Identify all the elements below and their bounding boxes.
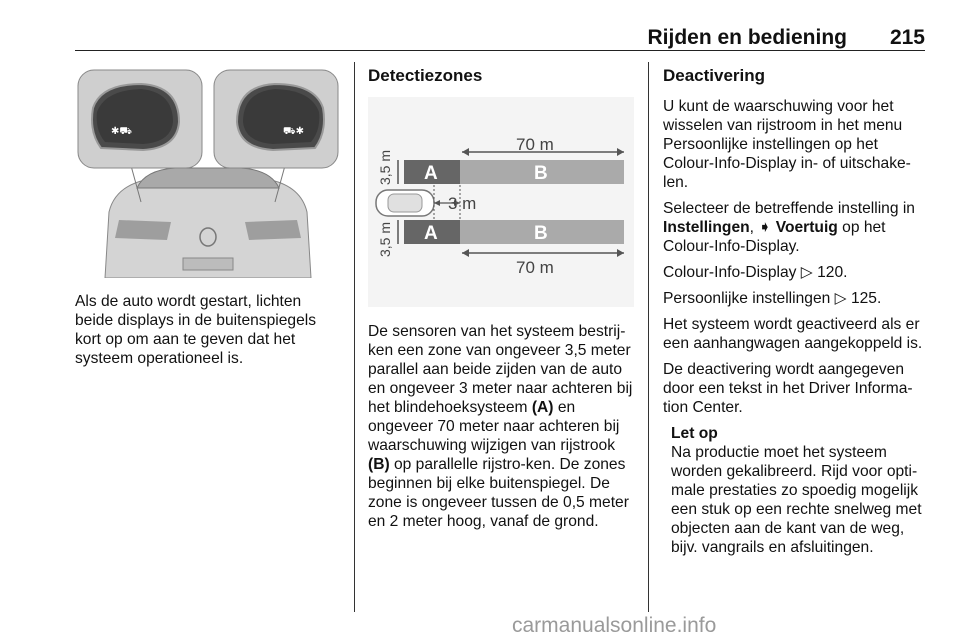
zone-b-label-bottom: B xyxy=(534,223,548,244)
width-label-bottom: 3,5 m xyxy=(377,221,393,257)
deactivation-section xyxy=(663,62,927,557)
column-divider xyxy=(648,62,649,612)
zone-a-label-bottom: A xyxy=(424,223,438,244)
body-text: en ongeveer 70 meter naar achteren bij waarschuwing wijzigen van rijstrook xyxy=(368,399,620,454)
width-label-top: 3,5 m xyxy=(377,149,393,185)
zone-a-label-top: A xyxy=(424,163,438,184)
distance-label-3m: 3 m xyxy=(448,194,477,213)
car-topview xyxy=(376,190,434,216)
svg-text:✱⛟: ✱⛟ xyxy=(111,126,132,137)
mirror-illustration xyxy=(75,62,341,278)
menu-ref-settings: Instellingen xyxy=(663,219,750,236)
detection-zones-text xyxy=(368,322,634,531)
page-header xyxy=(75,0,925,51)
zone-a-ref: (A) xyxy=(531,399,554,416)
paragraph: Het systeem wordt geactiveerd als er een aanhangwagen aangekoppeld is. xyxy=(663,316,923,352)
column-divider xyxy=(354,62,355,612)
mirror-caption: Als de auto wordt gestart, lichten beide displays in de buitenspiegels kort op om aan te geven dat het systeem operationeel is. xyxy=(75,293,317,367)
section-title: Rijden en bediening xyxy=(647,26,847,49)
zone-b-label-top: B xyxy=(534,163,548,184)
body-text: op parallelle rijstro-ken. De zones beginnen bij elke buitenspiegel. De zone is ongeveer tussen de 0,5 meter en 2 meter hoog, vanaf de grond. xyxy=(368,456,629,530)
text: op het Colour-Info-Display. xyxy=(663,219,886,255)
menu-ref-vehicle: Voertuig xyxy=(775,219,838,236)
body-text: De sensoren van het systeem bestrij-ken een zone van ongeveer 3,5 meter parallel aan beide zijden van de auto en ongeveer 3 meter naar achteren bij het blindehoeksysteem xyxy=(368,323,633,416)
svg-text:⛟✱: ⛟✱ xyxy=(283,126,304,137)
note-box xyxy=(671,424,927,557)
paragraph: De deactivering wordt aangegeven door een tekst in het Driver Informa-tion Center. xyxy=(663,361,913,416)
paragraph: U kunt de waarschuwing voor het wisselen van rijstroom in het menu Persoonlijke instellingen op het Colour-Info-Display in- of uitschake-len. xyxy=(663,98,911,191)
text: Selecteer de betreffende instelling in xyxy=(663,200,915,217)
cross-reference: Persoonlijke instellingen ▷ 125. xyxy=(663,290,882,307)
detection-zones-section xyxy=(368,62,634,97)
paragraph xyxy=(663,199,927,256)
detection-zone-diagram xyxy=(368,97,634,307)
cross-reference: Colour-Info-Display ▷ 120. xyxy=(663,264,848,281)
menu-separator: , ➧ xyxy=(749,219,776,236)
note-title: Let op xyxy=(671,425,718,442)
section-heading: Deactivering xyxy=(663,66,766,85)
page-number: 215 xyxy=(889,26,925,49)
zone-b-ref: (B) xyxy=(368,456,390,473)
watermark: carmanualsonline.info xyxy=(512,614,717,637)
distance-label-top: 70 m xyxy=(516,135,554,154)
distance-label-bottom: 70 m xyxy=(516,258,554,277)
note-text: Na productie moet het systeem worden gekalibreerd. Rijd voor opti-male prestaties zo spoedig mogelijk een stuk op een rechte snelweg met objecten aan de kant van de weg, bijv. vangrails en afsluitingen. xyxy=(671,444,922,556)
section-heading: Detectiezones xyxy=(368,66,483,85)
